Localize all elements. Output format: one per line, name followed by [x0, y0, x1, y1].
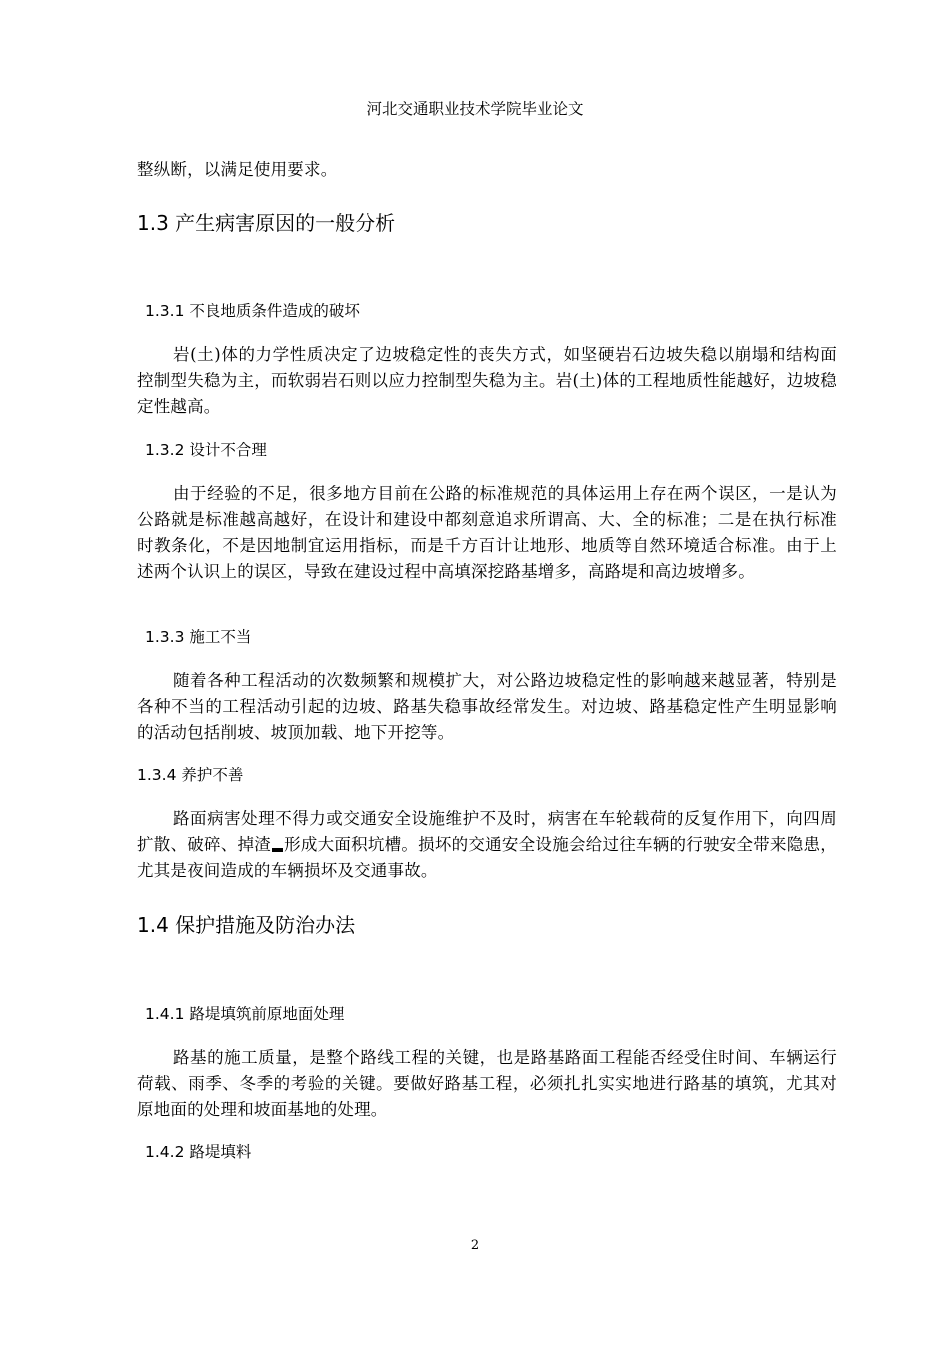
subsection-1-3-3-paragraph: 随着各种工程活动的次数频繁和规模扩大，对公路边坡稳定性的影响越来越显著，特别是各种不当的工程活动引起的边坡、路基失稳事故经常发生。对边坡、路基稳定性产生明显影响的活动包括削坡、坡顶加载、地下开挖等。: [137, 671, 837, 742]
subsection-1-3-4-paragraph: [137, 806, 837, 884]
inline-mark-glyph: [272, 848, 283, 852]
subsection-1-3-4-text-part-1: 路面病害处理不得力或交通安全设施维护不及时，病害在车轮载荷的反复作用下，向四周扩散、破碎、掉渣: [137, 809, 837, 854]
section-1-3-heading: 1.3 产生病害原因的一般分析: [137, 211, 396, 235]
subsection-1-4-1-heading: 1.4.1 路堤填筑前原地面处理: [145, 1005, 345, 1023]
subsection-1-4-1-paragraph: 路基的施工质量，是整个路线工程的关键，也是路基路面工程能否经受住时间、车辆运行荷载、雨季、冬季的考验的关键。要做好路基工程，必须扎扎实实地进行路基的填筑，尤其对原地面的处理和坡面基地的处理。: [137, 1048, 837, 1119]
subsection-1-4-2-heading: 1.4.2 路堤填料: [145, 1143, 252, 1161]
subsection-1-3-1-paragraph: 岩(土)体的力学性质决定了边坡稳定性的丧失方式，如坚硬岩石边坡失稳以崩塌和结构面控制型失稳为主，而软弱岩石则以应力控制型失稳为主。岩(土)体的工程地质性能越好，边坡稳定性越高。: [137, 345, 837, 416]
subsection-1-3-3-heading: 1.3.3 施工不当: [145, 628, 252, 646]
page-number: 2: [470, 1238, 480, 1253]
subsection-1-3-2-heading: 1.3.2 设计不合理: [145, 441, 267, 459]
subsection-1-3-4-text-part-2: 形成大面积坑槽。损坏的交通安全设施会给过往车辆的行驶安全带来隐患，尤其是夜间造成的车辆损坏及交通事故。: [137, 835, 837, 880]
subsection-1-3-1-heading: 1.3.1 不良地质条件造成的破坏: [145, 302, 360, 320]
running-header: 河北交通职业技术学院毕业论文: [366, 100, 584, 118]
intro-paragraph: 整纵断，以满足使用要求。: [137, 160, 338, 179]
subsection-1-3-4-heading: 1.3.4 养护不善: [137, 766, 244, 784]
section-1-4-heading: 1.4 保护措施及防治办法: [137, 913, 356, 937]
subsection-1-3-2-paragraph: 由于经验的不足，很多地方目前在公路的标准规范的具体运用上存在两个误区，一是认为公路就是标准越高越好，在设计和建设中都刻意追求所谓高、大、全的标准；二是在执行标准时教条化，不是因地制宜运用指标，而是千方百计让地形、地质等自然环境适合标准。由于上述两个认识上的误区，导致在建设过程中高填深挖路基增多，高路堤和高边坡增多。: [137, 484, 837, 581]
